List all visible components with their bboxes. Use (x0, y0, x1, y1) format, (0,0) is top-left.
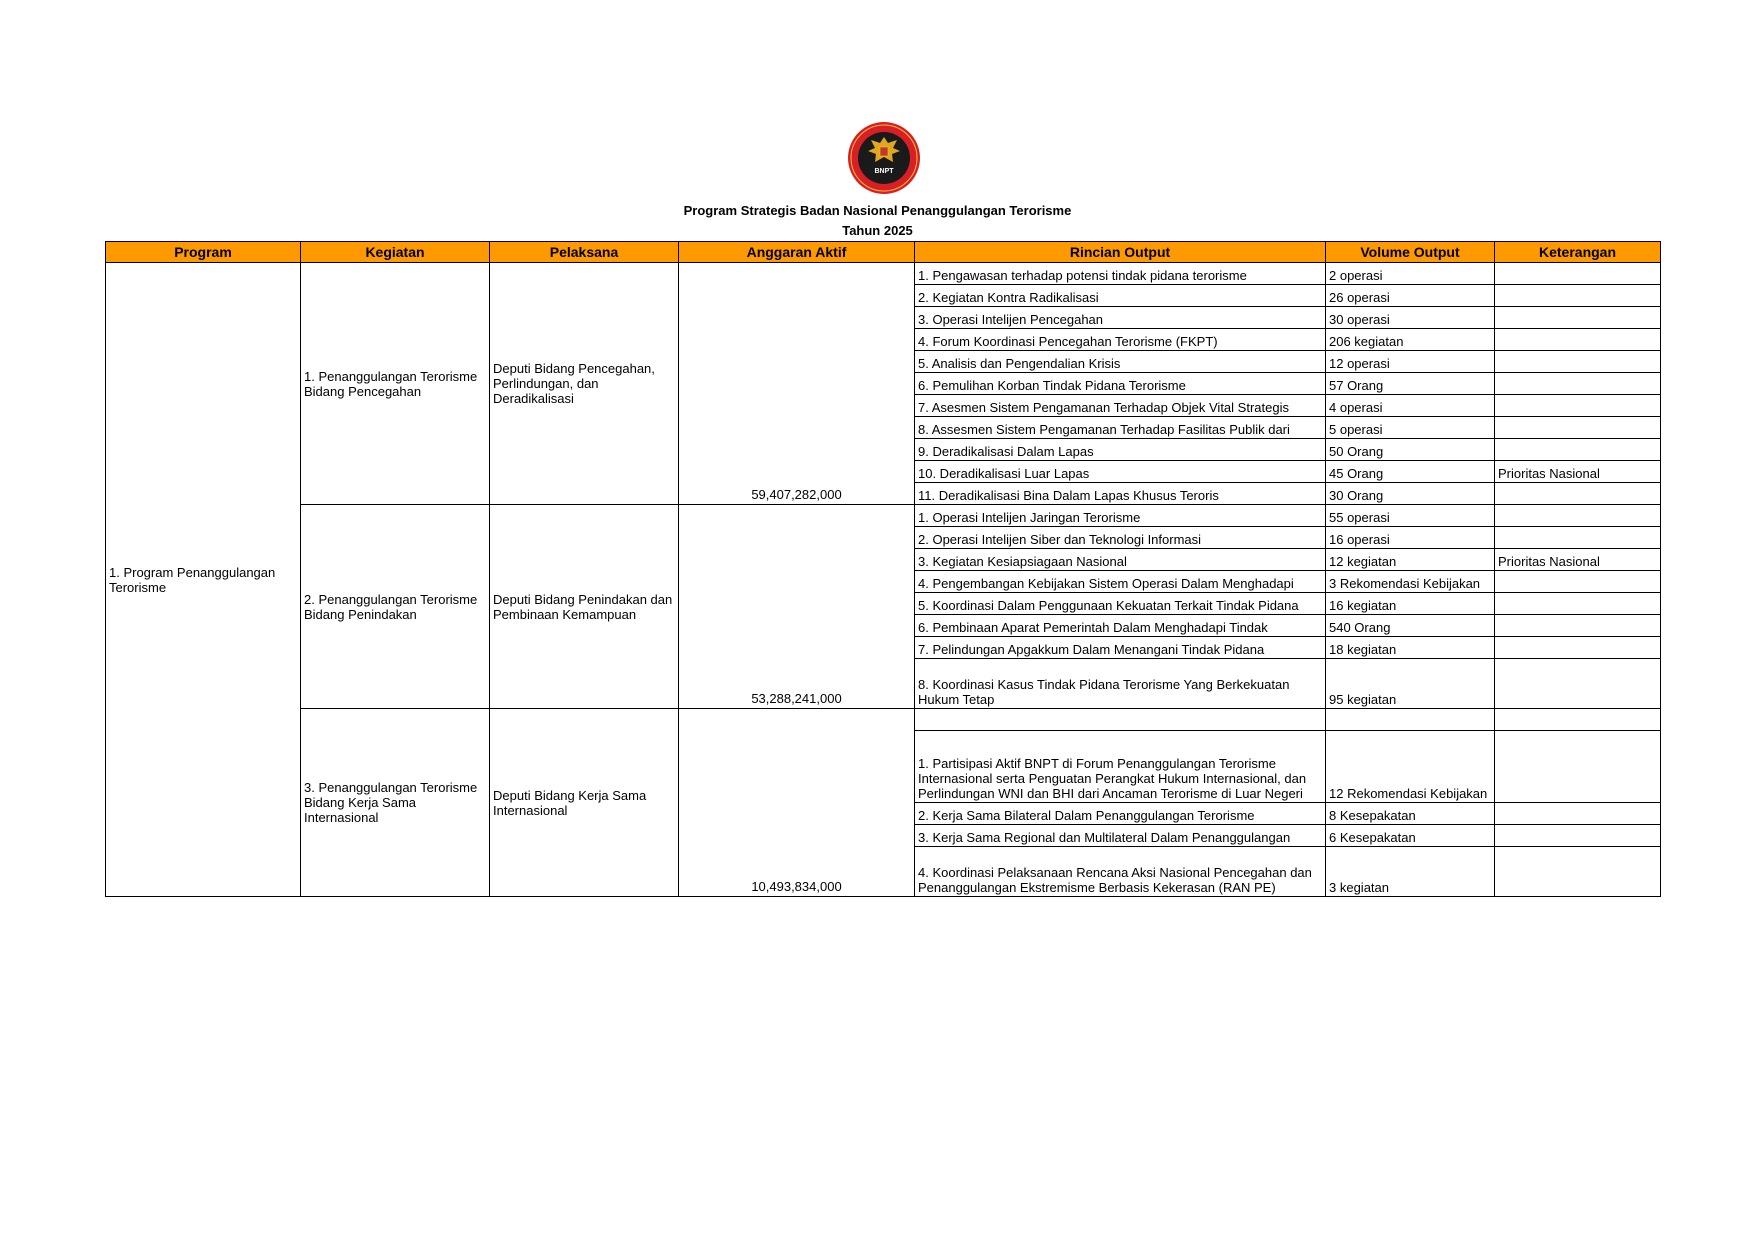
rincian-cell: 5. Analisis dan Pengendalian Krisis (915, 351, 1326, 373)
rincian-cell: 1. Operasi Intelijen Jaringan Terorisme (915, 505, 1326, 527)
rincian-cell: 10. Deradikalisasi Luar Lapas (915, 461, 1326, 483)
program-cell: 1. Program Penanggulangan Terorisme (106, 263, 301, 897)
rincian-cell: 3. Operasi Intelijen Pencegahan (915, 307, 1326, 329)
pelaksana-cell: Deputi Bidang Penindakan dan Pembinaan Kemampuan (490, 505, 679, 709)
rincian-cell: 11. Deradikalisasi Bina Dalam Lapas Khusus Teroris (915, 483, 1326, 505)
volume-cell: 540 Orang (1326, 615, 1495, 637)
rincian-cell: 9. Deradikalisasi Dalam Lapas (915, 439, 1326, 461)
volume-cell: 2 operasi (1326, 263, 1495, 285)
keterangan-cell (1495, 307, 1661, 329)
keterangan-cell (1495, 263, 1661, 285)
keterangan-cell (1495, 351, 1661, 373)
keterangan-cell (1495, 571, 1661, 593)
keterangan-cell (1495, 395, 1661, 417)
keterangan-cell (1495, 825, 1661, 847)
keterangan-cell (1495, 417, 1661, 439)
rincian-cell: 8. Assesmen Sistem Pengamanan Terhadap Fasilitas Publik dari (915, 417, 1326, 439)
rincian-cell: 2. Kerja Sama Bilateral Dalam Penanggulangan Terorisme (915, 803, 1326, 825)
rincian-cell: 8. Koordinasi Kasus Tindak Pidana Terorisme Yang Berkekuatan Hukum Tetap (915, 659, 1326, 709)
keterangan-cell (1495, 285, 1661, 307)
table-row (106, 709, 1661, 731)
rincian-cell: 4. Pengembangan Kebijakan Sistem Operasi Dalam Menghadapi (915, 571, 1326, 593)
program-table (105, 241, 1661, 897)
col-anggaran: Anggaran Aktif (679, 242, 915, 263)
volume-cell (1326, 709, 1495, 731)
rincian-cell: 4. Koordinasi Pelaksanaan Rencana Aksi Nasional Pencegahan dan Penanggulangan Ekstremisme Berbasis Kekerasan (RAN PE) (915, 847, 1326, 897)
keterangan-cell (1495, 615, 1661, 637)
col-kegiatan: Kegiatan (301, 242, 490, 263)
pelaksana-cell: Deputi Bidang Kerja Sama Internasional (490, 709, 679, 897)
logo-label: BNPT (874, 168, 894, 175)
col-volume: Volume Output (1326, 242, 1495, 263)
volume-cell: 3 kegiatan (1326, 847, 1495, 897)
page-year: Tahun 2025 (842, 223, 913, 238)
volume-cell: 16 kegiatan (1326, 593, 1495, 615)
keterangan-cell (1495, 439, 1661, 461)
keterangan-cell (1495, 329, 1661, 351)
rincian-cell: 2. Kegiatan Kontra Radikalisasi (915, 285, 1326, 307)
volume-cell: 50 Orang (1326, 439, 1495, 461)
keterangan-cell (1495, 803, 1661, 825)
col-pelaksana: Pelaksana (490, 242, 679, 263)
keterangan-cell (1495, 373, 1661, 395)
rincian-cell: 1. Partisipasi Aktif BNPT di Forum Penanggulangan Terorisme Internasional serta Penguatan Perangkat Hukum Internasional, dan Perlindungan WNI dan BHI dari Ancaman Terorisme di Luar Negeri (915, 731, 1326, 803)
page-title: Program Strategis Badan Nasional Penanggulangan Terorisme (683, 203, 1072, 218)
volume-cell: 30 Orang (1326, 483, 1495, 505)
col-program: Program (106, 242, 301, 263)
table-row (106, 505, 1661, 527)
kegiatan-cell: 1. Penanggulangan Terorisme Bidang Pencegahan (301, 263, 490, 505)
volume-cell: 12 Rekomendasi Kebijakan (1326, 731, 1495, 803)
volume-cell: 4 operasi (1326, 395, 1495, 417)
volume-cell: 8 Kesepakatan (1326, 803, 1495, 825)
col-keterangan: Keterangan (1495, 242, 1661, 263)
rincian-cell: 6. Pemulihan Korban Tindak Pidana Terorisme (915, 373, 1326, 395)
rincian-cell: 6. Pembinaan Aparat Pemerintah Dalam Menghadapi Tindak (915, 615, 1326, 637)
volume-cell: 16 operasi (1326, 527, 1495, 549)
rincian-cell (915, 709, 1326, 731)
rincian-cell: 4. Forum Koordinasi Pencegahan Terorisme (FKPT) (915, 329, 1326, 351)
volume-cell: 6 Kesepakatan (1326, 825, 1495, 847)
col-rincian: Rincian Output (915, 242, 1326, 263)
volume-cell: 206 kegiatan (1326, 329, 1495, 351)
keterangan-cell: Prioritas Nasional (1495, 461, 1661, 483)
rincian-cell: 5. Koordinasi Dalam Penggunaan Kekuatan Terkait Tindak Pidana (915, 593, 1326, 615)
keterangan-cell (1495, 659, 1661, 709)
rincian-cell: 1. Pengawasan terhadap potensi tindak pidana terorisme (915, 263, 1326, 285)
volume-cell: 12 operasi (1326, 351, 1495, 373)
keterangan-cell: Prioritas Nasional (1495, 549, 1661, 571)
volume-cell: 12 kegiatan (1326, 549, 1495, 571)
volume-cell: 45 Orang (1326, 461, 1495, 483)
anggaran-cell: 53,288,241,000 (679, 505, 915, 709)
kegiatan-cell: 3. Penanggulangan Terorisme Bidang Kerja Sama Internasional (301, 709, 490, 897)
keterangan-cell (1495, 483, 1661, 505)
volume-cell: 5 operasi (1326, 417, 1495, 439)
table-header-row (106, 242, 1661, 263)
volume-cell: 57 Orang (1326, 373, 1495, 395)
anggaran-cell: 59,407,282,000 (679, 263, 915, 505)
volume-cell: 95 kegiatan (1326, 659, 1495, 709)
rincian-cell: 2. Operasi Intelijen Siber dan Teknologi Informasi (915, 527, 1326, 549)
volume-cell: 26 operasi (1326, 285, 1495, 307)
keterangan-cell (1495, 527, 1661, 549)
keterangan-cell (1495, 505, 1661, 527)
volume-cell: 30 operasi (1326, 307, 1495, 329)
table-row (106, 263, 1661, 285)
volume-cell: 3 Rekomendasi Kebijakan (1326, 571, 1495, 593)
rincian-cell: 3. Kegiatan Kesiapsiagaan Nasional (915, 549, 1326, 571)
volume-cell: 55 operasi (1326, 505, 1495, 527)
rincian-cell: 3. Kerja Sama Regional dan Multilateral Dalam Penanggulangan (915, 825, 1326, 847)
keterangan-cell (1495, 847, 1661, 897)
pelaksana-cell: Deputi Bidang Pencegahan, Perlindungan, dan Deradikalisasi (490, 263, 679, 505)
volume-cell: 18 kegiatan (1326, 637, 1495, 659)
kegiatan-cell: 2. Penanggulangan Terorisme Bidang Penindakan (301, 505, 490, 709)
keterangan-cell (1495, 593, 1661, 615)
rincian-cell: 7. Pelindungan Apgakkum Dalam Menangani Tindak Pidana (915, 637, 1326, 659)
keterangan-cell (1495, 709, 1661, 731)
anggaran-cell: 10,493,834,000 (679, 709, 915, 897)
bnpt-logo (847, 121, 921, 195)
keterangan-cell (1495, 731, 1661, 803)
rincian-cell: 7. Asesmen Sistem Pengamanan Terhadap Objek Vital Strategis (915, 395, 1326, 417)
keterangan-cell (1495, 637, 1661, 659)
